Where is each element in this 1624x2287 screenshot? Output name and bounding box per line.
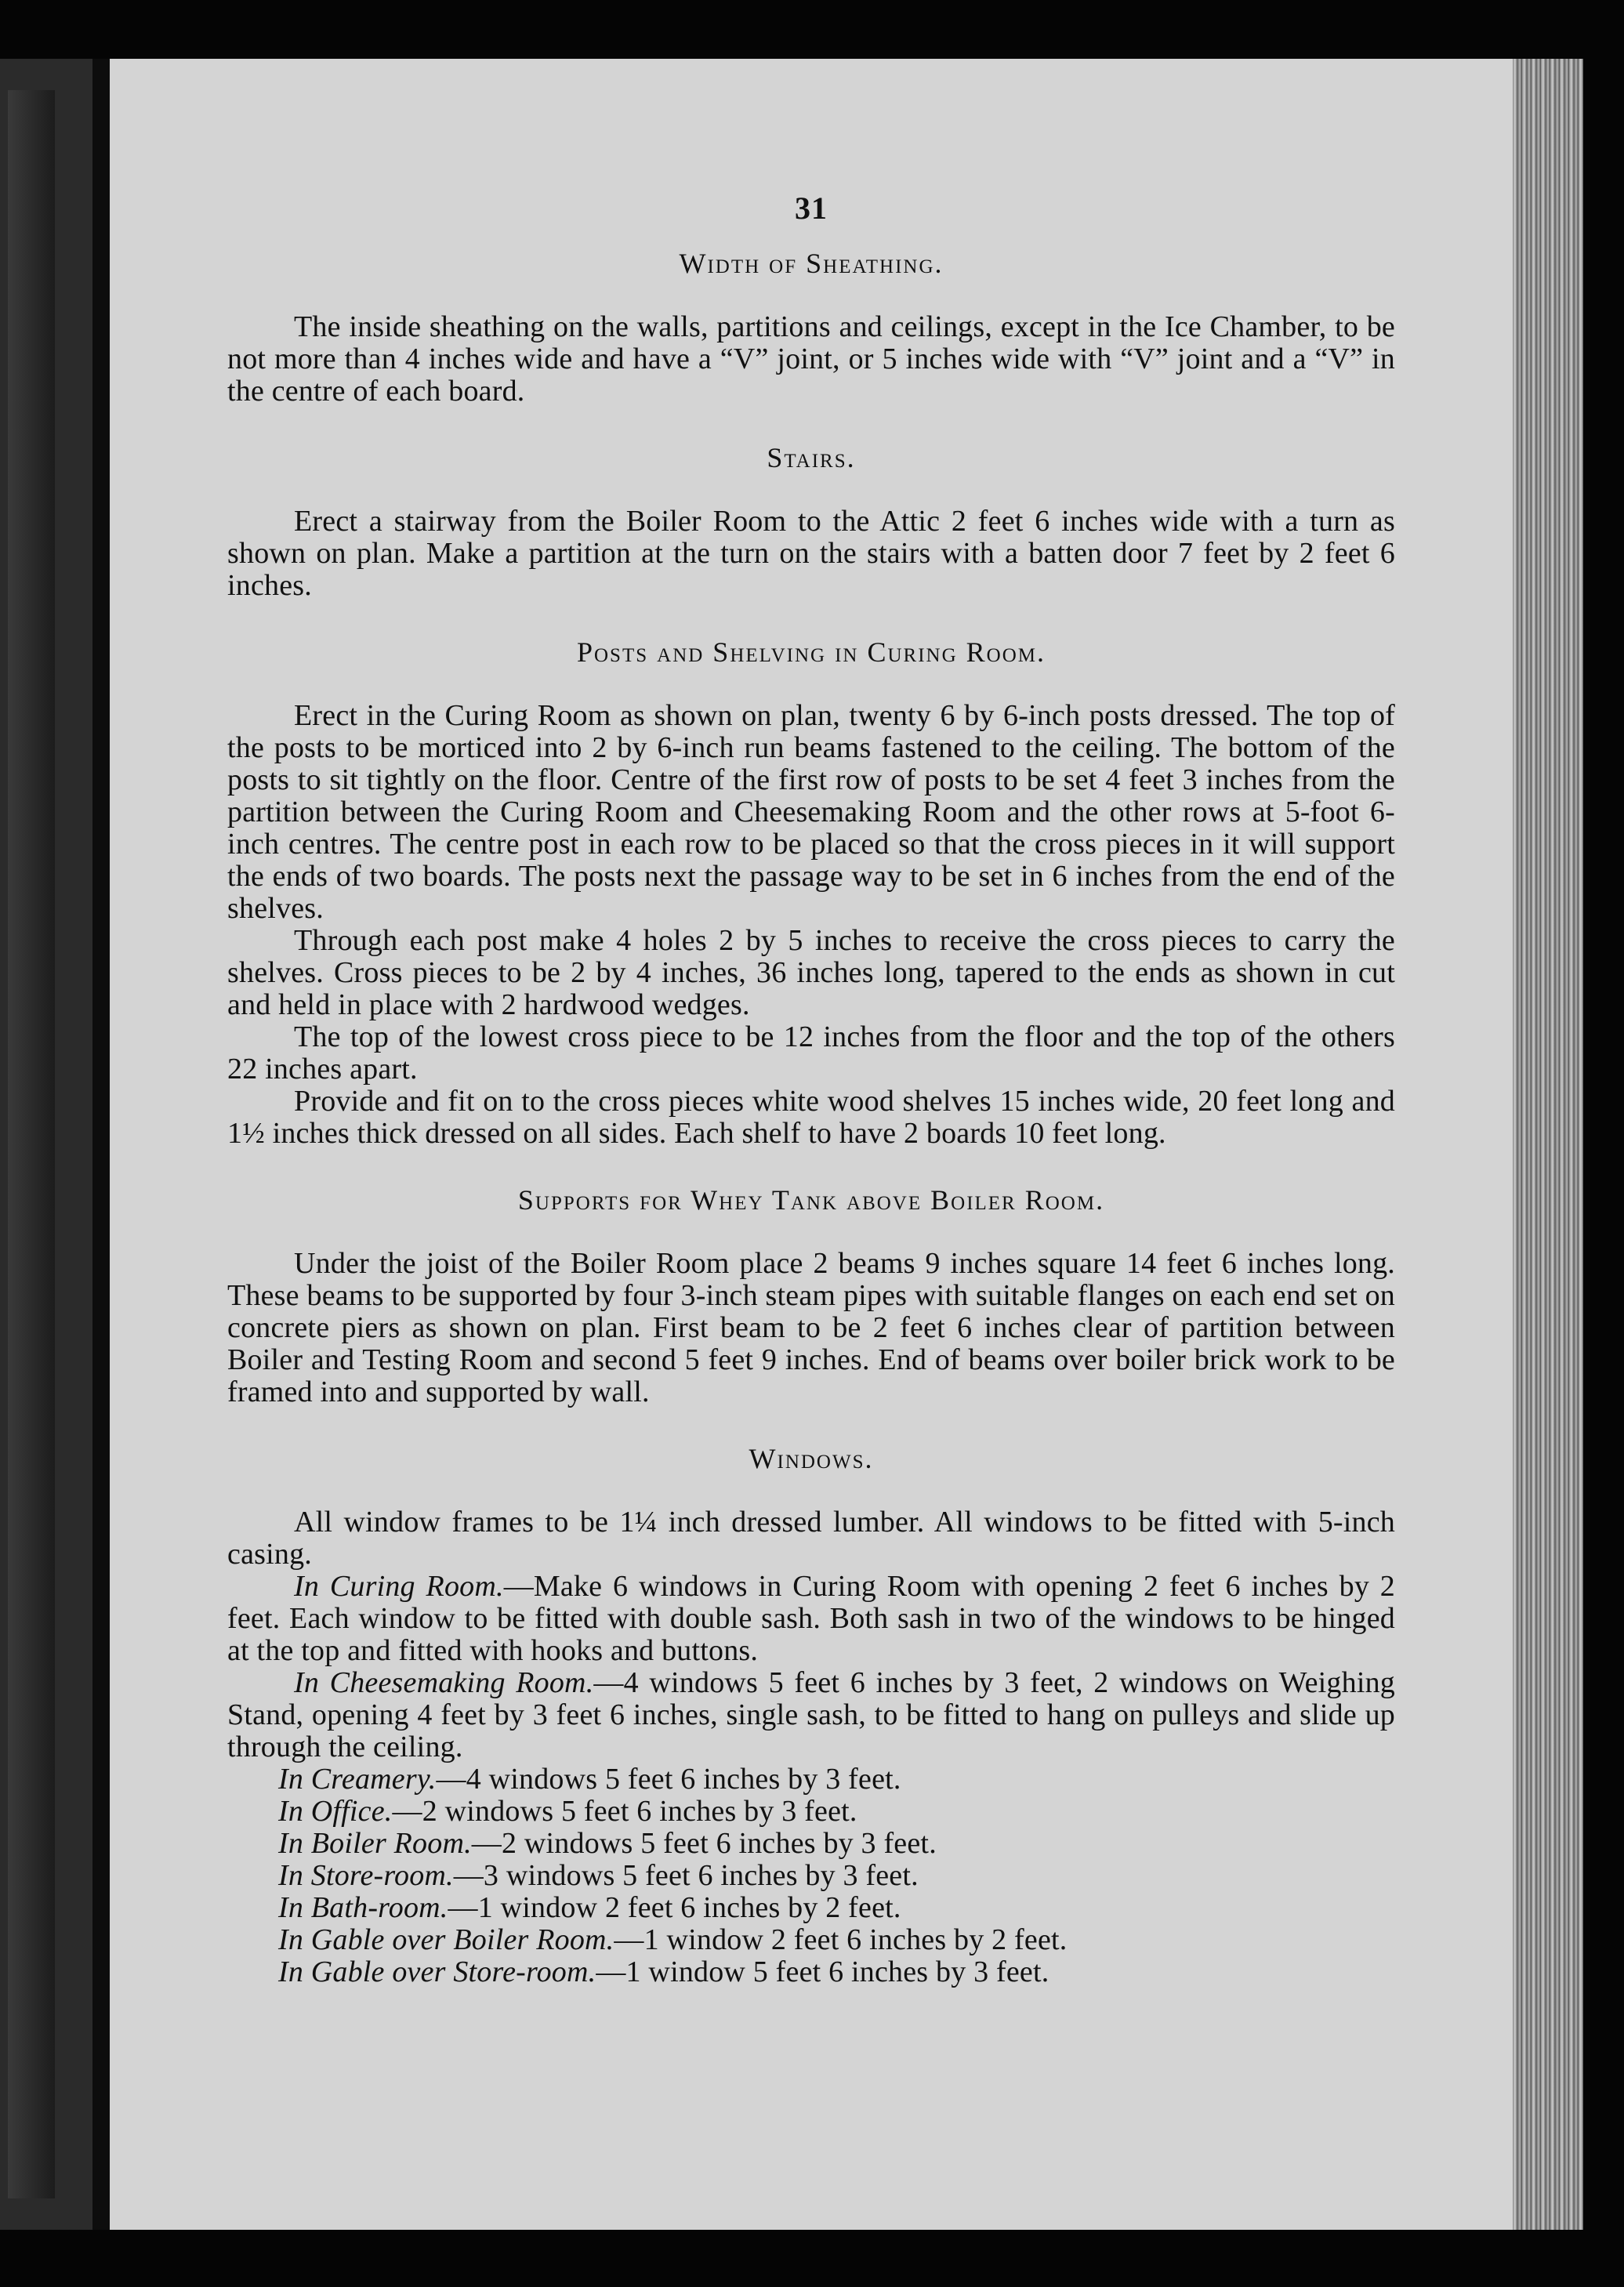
paragraph-supports: Under the joist of the Boiler Room place 2 beams 9 inches square 14 feet 6 inches long. These beams to be supported by four 3-inch steam pipes with suitable flanges on each end set on concrete piers as shown on plan. First beam to be 2 feet 6 inches clear of partition between Boiler and Testing Room and second 5 feet 9 inches. End of beams over boiler brick work to be framed into and supported by wall.	[227, 1247, 1395, 1408]
paragraph-windows-intro: All window frames to be 1¼ inch dressed lumber. All windows to be fitted with 5-inch casing.	[227, 1506, 1395, 1571]
paragraph-posts-4: Provide and fit on to the cross pieces white wood shelves 15 inches wide, 20 feet long and 1½ inches thick dressed on all sides. Each shelf to have 2 boards 10 feet long.	[227, 1085, 1395, 1150]
window-spec: —1 window 2 feet 6 inches by 2 feet.	[448, 1891, 901, 1924]
heading-windows: Windows.	[749, 1443, 874, 1474]
page-stack-edge	[1513, 59, 1583, 2230]
window-spec: —3 windows 5 feet 6 inches by 3 feet.	[453, 1859, 919, 1892]
window-item-bath-room	[227, 1892, 1395, 1924]
left-page-spine	[0, 59, 110, 2230]
window-room-label: In Cheesemaking Room.	[294, 1666, 594, 1699]
paragraph-sheathing: The inside sheathing on the walls, partitions and ceilings, except in the Ice Chamber, to be not more than 4 inches wide and have a “V” joint, or 5 inches wide with “V” joint and a “V” in the centre of each board.	[227, 310, 1395, 408]
window-spec: —1 window 5 feet 6 inches by 3 feet.	[596, 1955, 1049, 1988]
window-item-curing-room	[227, 1571, 1395, 1667]
window-room-label: In Boiler Room.	[278, 1827, 472, 1860]
window-item-cheesemaking-room	[227, 1667, 1395, 1763]
window-room-label: In Office.	[278, 1795, 393, 1828]
window-item-store-room	[227, 1860, 1395, 1892]
window-item-boiler-room	[227, 1828, 1395, 1860]
page-number: 31	[795, 190, 828, 226]
window-room-label: In Creamery.	[278, 1763, 437, 1796]
window-spec: —2 windows 5 feet 6 inches by 3 feet.	[471, 1827, 937, 1860]
window-room-label: In Store-room.	[278, 1859, 454, 1892]
window-room-label: In Curing Room.	[294, 1570, 504, 1603]
window-item-gable-store-room	[227, 1956, 1395, 1988]
heading-supports-whey-tank: Supports for Whey Tank above Boiler Room.	[517, 1184, 1105, 1216]
window-spec: —4 windows 5 feet 6 inches by 3 feet, 2 windows on Weighing Stand, opening 4 feet by 3 feet 6 inches, single sash, to be fitted to hang on pulleys and slide up through the ceiling.	[227, 1666, 1395, 1763]
window-spec: —Make 6 windows in Curing Room with opening 2 feet 6 inches by 2 feet. Each window to be fitted with double sash. Both sash in two of the windows to be hinged at the top and fitted with hooks and buttons.	[227, 1570, 1396, 1667]
heading-stairs: Stairs.	[767, 442, 856, 473]
paragraph-posts-1: Erect in the Curing Room as shown on plan, twenty 6 by 6-inch posts dressed. The top of the posts to be morticed into 2 by 6-inch run beams fastened to the ceiling. The bottom of the posts to sit tightly on the floor. Centre of the first row of posts to be set 4 feet 3 inches from the partition between the Curing Room and Cheesemaking Room and the other rows at 5-foot 6-inch centres. The centre post in each row to be placed so that the cross pieces in it will support the ends of two boards. The posts next the passage way to be set in 6 inches from the end of the shelves.	[227, 699, 1395, 925]
window-room-label: In Gable over Store-room.	[278, 1955, 596, 1988]
window-item-gable-boiler-room	[227, 1924, 1395, 1956]
paragraph-posts-3: The top of the lowest cross piece to be 12 inches from the floor and the top of the others 22 inches apart.	[227, 1020, 1395, 1086]
window-room-label: In Bath-room.	[278, 1891, 448, 1924]
window-item-office	[227, 1796, 1395, 1828]
window-spec: —4 windows 5 feet 6 inches by 3 feet.	[436, 1763, 901, 1796]
spine-shadow	[8, 90, 55, 2198]
window-spec: —2 windows 5 feet 6 inches by 3 feet.	[392, 1795, 857, 1828]
window-room-label: In Gable over Boiler Room.	[278, 1923, 614, 1956]
paragraph-stairs: Erect a stairway from the Boiler Room to the Attic 2 feet 6 inches wide with a turn as shown on plan. Make a partition at the turn on the stairs with a batten door 7 feet by 2 feet 6 inches.	[227, 505, 1395, 602]
paragraph-posts-2: Through each post make 4 holes 2 by 5 inches to receive the cross pieces to carry the shelves. Cross pieces to be 2 by 4 inches, 36 inches long, tapered to the ends as shown in cut and held in place with 2 hardwood wedges.	[227, 924, 1395, 1021]
heading-posts-and-shelving: Posts and Shelving in Curing Room.	[576, 636, 1046, 668]
window-item-creamery	[227, 1763, 1395, 1796]
window-spec: —1 window 2 feet 6 inches by 2 feet.	[614, 1923, 1068, 1956]
spine-edge	[92, 59, 110, 2230]
heading-width-of-sheathing: Width of Sheathing.	[679, 248, 944, 279]
page-content	[227, 192, 1395, 1988]
